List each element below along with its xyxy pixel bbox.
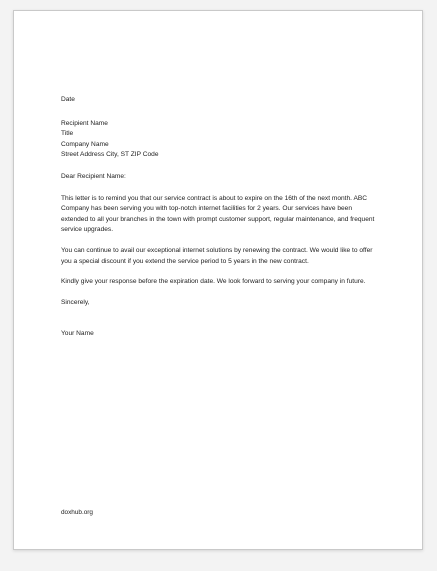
letter-page [13,10,423,550]
footer-website: doxhub.org [61,509,93,516]
paragraph-2: You can continue to avail our exceptional internet solutions by renewing the contract. We would like to offer you a special discount if you extend the service period to 5 years in the new contract. [61,246,373,265]
letter-date: Date [61,96,75,103]
signature: Your Name [61,330,94,338]
salutation: Dear Recipient Name: [61,172,126,180]
closing: Sincerely, [61,298,90,306]
recipient-address: Street Address City, ST ZIP Code [61,151,159,159]
paragraph-1: This letter is to remind you that our service contract is about to expire on the 16th of the next month. ABC Company has been serving you with top-notch internet facilities for 2 years. Our services have been extended to all your branches in the town with prompt customer support, regular maintenance, and frequent service upgrades. [61,194,375,234]
recipient-name: Recipient Name [61,119,108,127]
paragraph-3: Kindly give your response before the expiration date. We look forward to serving your company in future. [61,278,366,286]
recipient-title: Title [61,130,74,138]
letter-body [61,95,377,340]
recipient-company: Company Name [61,140,109,148]
